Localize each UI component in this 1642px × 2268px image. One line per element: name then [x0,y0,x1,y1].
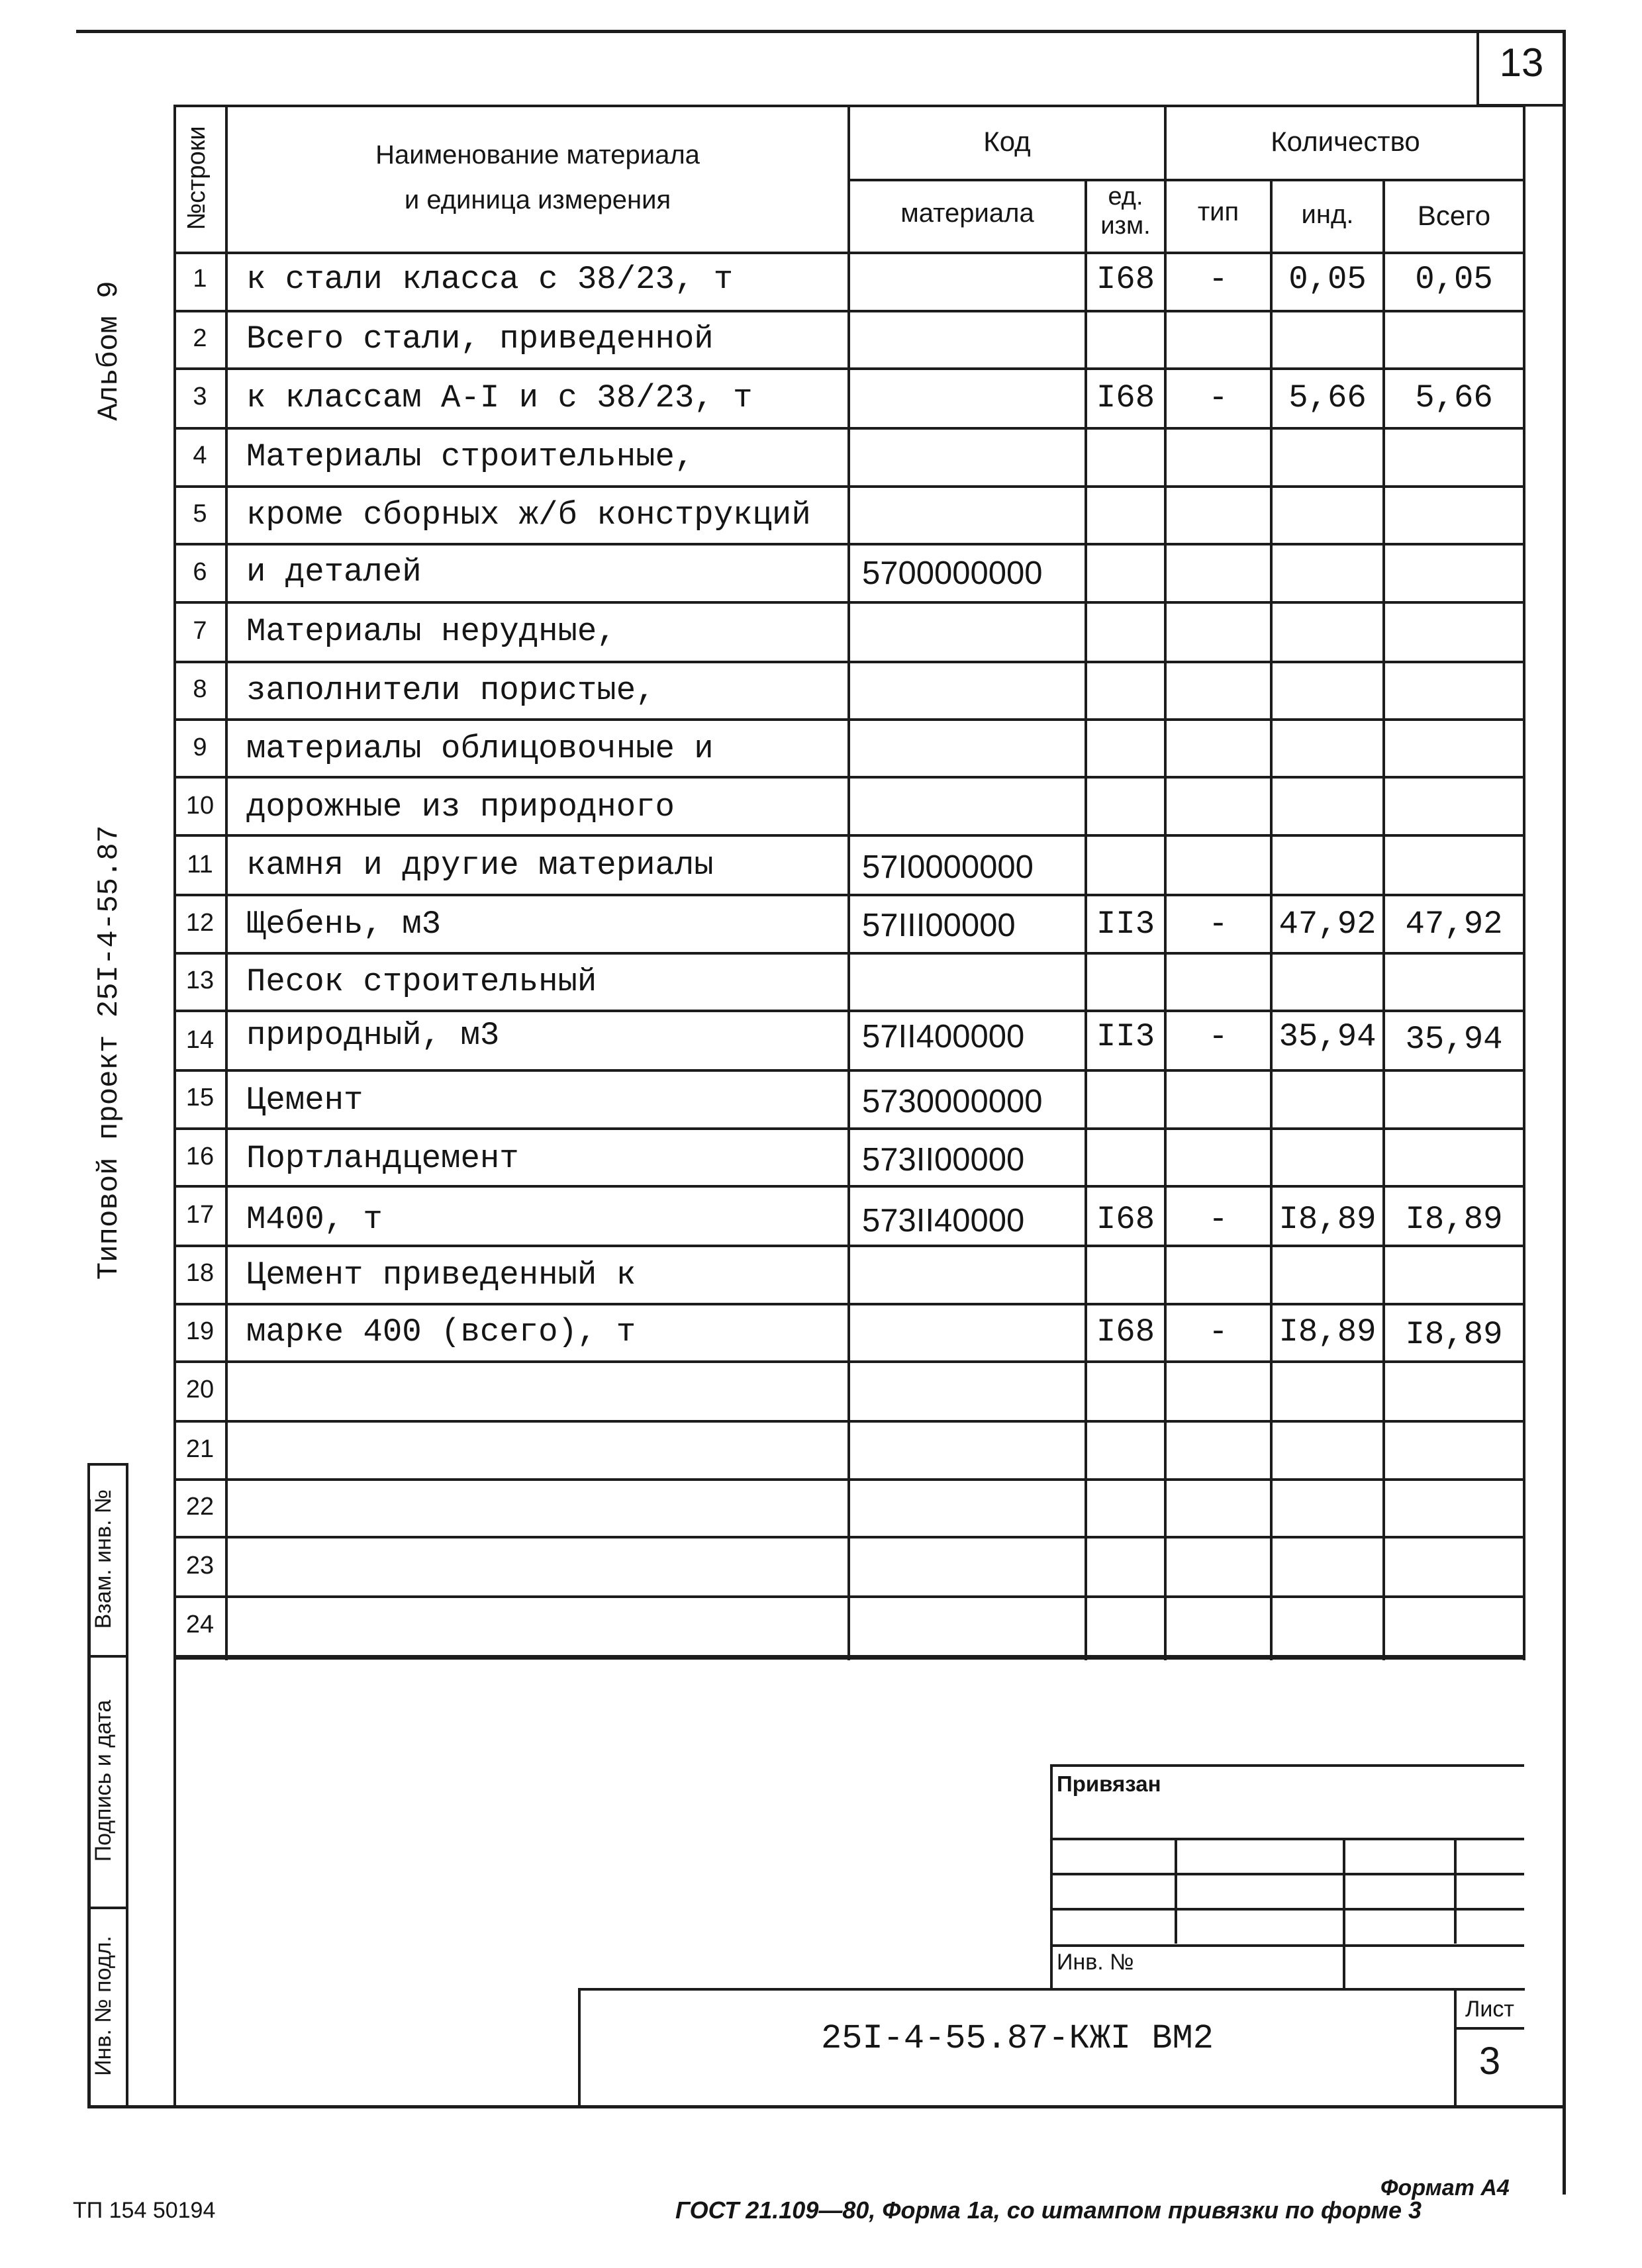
quantity-type: - [1208,1313,1228,1350]
material-name: и деталей [246,553,422,591]
quantity-type: - [1208,1018,1228,1055]
row-number: 21 [185,1435,215,1463]
footer-tp-number: ТП 154 50194 [73,2198,216,2223]
unit-code: II3 [1096,906,1155,943]
material-code: 57II400000 [862,1019,1025,1055]
project-caption: Типовой проект 25I-4-55.87 [93,825,126,1280]
header-code: Код [983,126,1031,157]
material-code: 5730000000 [862,1084,1043,1119]
material-name: Цемент приведенный к [246,1256,636,1294]
title-block-top [578,1988,1525,1991]
inner-left-line [173,1655,176,2108]
row-number: 5 [193,500,207,528]
frame-bottom-border [87,2105,1565,2108]
material-name: к стали класса с 38/23, т [246,261,734,298]
table-bottom-double [173,1658,1524,1660]
strip-top-line [87,1463,128,1466]
row-line [173,718,1524,721]
quantity-total: I8,89 [1405,1201,1503,1238]
header-code-material: материала [900,199,1034,228]
material-code: 5700000000 [862,555,1043,591]
frame-top-border [76,30,1566,33]
row-line [173,661,1524,663]
row-line [173,1303,1524,1305]
header-code-unit-2: изм. [1100,212,1151,240]
row-number: 11 [187,851,213,878]
row-number: 9 [193,733,207,761]
name-code-divider [847,105,850,1660]
quantity-ind: 0,05 [1288,261,1367,298]
quantity-ind: I8,89 [1279,1201,1376,1238]
quantity-type: - [1208,261,1228,298]
header-name-line2: и единица измерения [404,185,671,214]
strip-line-2 [87,1907,128,1909]
material-name: Песок строительный [246,963,597,1000]
album-caption: Альбом 9 [93,281,126,421]
stamp-top [1050,1764,1524,1767]
material-name: камня и другие материалы [246,847,714,884]
row-number: 16 [185,1143,215,1170]
material-name: Щебень, м3 [246,906,442,943]
unit-code: I68 [1096,1201,1155,1238]
header-name: Наименование материала [375,140,700,169]
material-name: природный, м3 [246,1017,500,1054]
material-name: к классам А-I и с 38/23, т [246,379,753,416]
row-line [173,1010,1524,1012]
stamp-col-2 [1343,1838,1345,1990]
row-number: 19 [185,1317,215,1345]
row-number: 10 [185,792,215,820]
material-code: 57III00000 [862,908,1016,943]
list-number: 3 [1478,2040,1501,2083]
row-line [173,1478,1524,1481]
quantity-type: - [1208,906,1228,943]
row-line [173,1420,1524,1423]
row-number: 18 [185,1259,215,1287]
row-number: 4 [193,442,207,469]
row-line [173,894,1524,896]
quantity-total: 35,94 [1405,1021,1503,1058]
material-name: Портландцемент [246,1140,519,1177]
material-name: М400, т [246,1201,383,1238]
stamp-col-3 [1454,1838,1457,1944]
title-block-list-line [1454,2027,1524,2030]
material-name: Всего стали, приведенной [246,320,714,357]
document-designation: 25I-4-55.87-КЖI ВМ2 [821,2019,1214,2058]
row-line [173,485,1524,488]
material-name: Цемент [246,1082,363,1119]
material-name: кроме сборных ж/б конструкций [246,496,811,534]
row-line [173,1536,1524,1538]
row-line [173,310,1524,312]
table-right-line [1523,105,1525,1660]
row-number: 6 [193,558,207,586]
strip-signature-date: Подпись и дата [91,1699,116,1862]
material-name: дорожные из природного [246,788,675,826]
row-line [173,427,1524,430]
row-number: 12 [185,909,215,937]
row-line [173,1069,1524,1072]
header-total: Всего [1417,200,1491,231]
stamp-line-1 [1050,1838,1524,1840]
quantity-total: I8,89 [1405,1316,1503,1353]
sheet-corner-number: 13 [1499,40,1544,85]
material-name: заполнители пористые, [246,672,655,709]
quantity-ind: 47,92 [1279,906,1376,943]
strip-right-line [126,1463,128,2108]
material-name: материалы облицовочные и [246,730,714,767]
footer-gost: ГОСТ 21.109—80, Форма 1а, со штампом привязки по форме 3 [675,2197,1422,2224]
quantity-ind: 35,94 [1279,1018,1376,1055]
stamp-line-3 [1050,1908,1524,1911]
row-number: 2 [193,324,207,352]
quantity-total: 0,05 [1415,261,1493,298]
unit-code: I68 [1096,379,1155,416]
quantity-total: 5,66 [1415,379,1493,416]
row-number: 13 [185,967,215,994]
strip-vzam-inv: Взам. инв. № [91,1489,116,1629]
material-code: 573II40000 [862,1203,1025,1239]
quantity-type: - [1208,379,1228,416]
material-code: 573II00000 [862,1142,1025,1178]
header-code-unit-1: ед. [1108,183,1143,211]
row-number: 7 [193,617,207,645]
row-line [173,776,1524,779]
unit-code: II3 [1096,1018,1155,1055]
code-qty-divider [1164,105,1167,1660]
row-number: 22 [185,1493,215,1521]
quantity-ind: 5,66 [1288,379,1367,416]
list-label: Лист [1465,1997,1514,2022]
row-line [173,367,1524,370]
frame-right-border [1563,30,1566,2195]
row-number: 14 [185,1026,215,1054]
unit-code: I68 [1096,1313,1155,1350]
row-line [173,1127,1524,1130]
header-sub-line [847,179,1524,181]
quantity-total: 47,92 [1405,906,1503,943]
row-number: 1 [193,265,207,293]
stamp-line-2 [1050,1873,1524,1875]
row-number: 3 [193,383,207,410]
row-number: 24 [185,1611,215,1638]
stamp-privyazan-label: Привязан [1057,1772,1161,1796]
row-line [173,543,1524,545]
row-line [173,601,1524,604]
material-name: Материалы строительные, [246,438,695,475]
material-name: Материалы нерудные, [246,613,616,650]
header-quantity: Количество [1271,126,1420,157]
header-type: тип [1197,197,1239,226]
header-row-no: №строки [183,126,211,230]
row-number: 8 [193,675,207,703]
stamp-line-4 [1050,1944,1524,1947]
material-name: марке 400 (всего), т [246,1313,636,1350]
strip-line-1 [87,1655,128,1658]
row-line [173,1360,1524,1363]
strip-left-line [87,1463,90,2108]
row-line [173,834,1524,837]
quantity-ind: I8,89 [1279,1313,1376,1350]
row-number: 23 [185,1552,215,1580]
row-line [173,1595,1524,1598]
inner-strip-bottom [126,2105,175,2108]
strip-inv-original: Инв. № подл. [91,1936,116,2076]
stamp-left-privyazan [1050,1764,1053,1989]
material-code: 57I0000000 [862,849,1034,885]
quantity-type: - [1208,1201,1228,1238]
stamp-col-1 [1175,1838,1177,1944]
row-number: 15 [185,1084,215,1111]
row-number: 20 [185,1376,215,1403]
row-line [173,952,1524,955]
stamp-inv-no-label: Инв. № [1057,1950,1134,1975]
unit-code: I68 [1096,261,1155,298]
format-label: Формат А4 [1380,2175,1510,2200]
row-line [173,1245,1524,1247]
row-number: 17 [185,1201,215,1229]
header-ind: инд. [1301,200,1354,229]
row-line [173,1185,1524,1188]
